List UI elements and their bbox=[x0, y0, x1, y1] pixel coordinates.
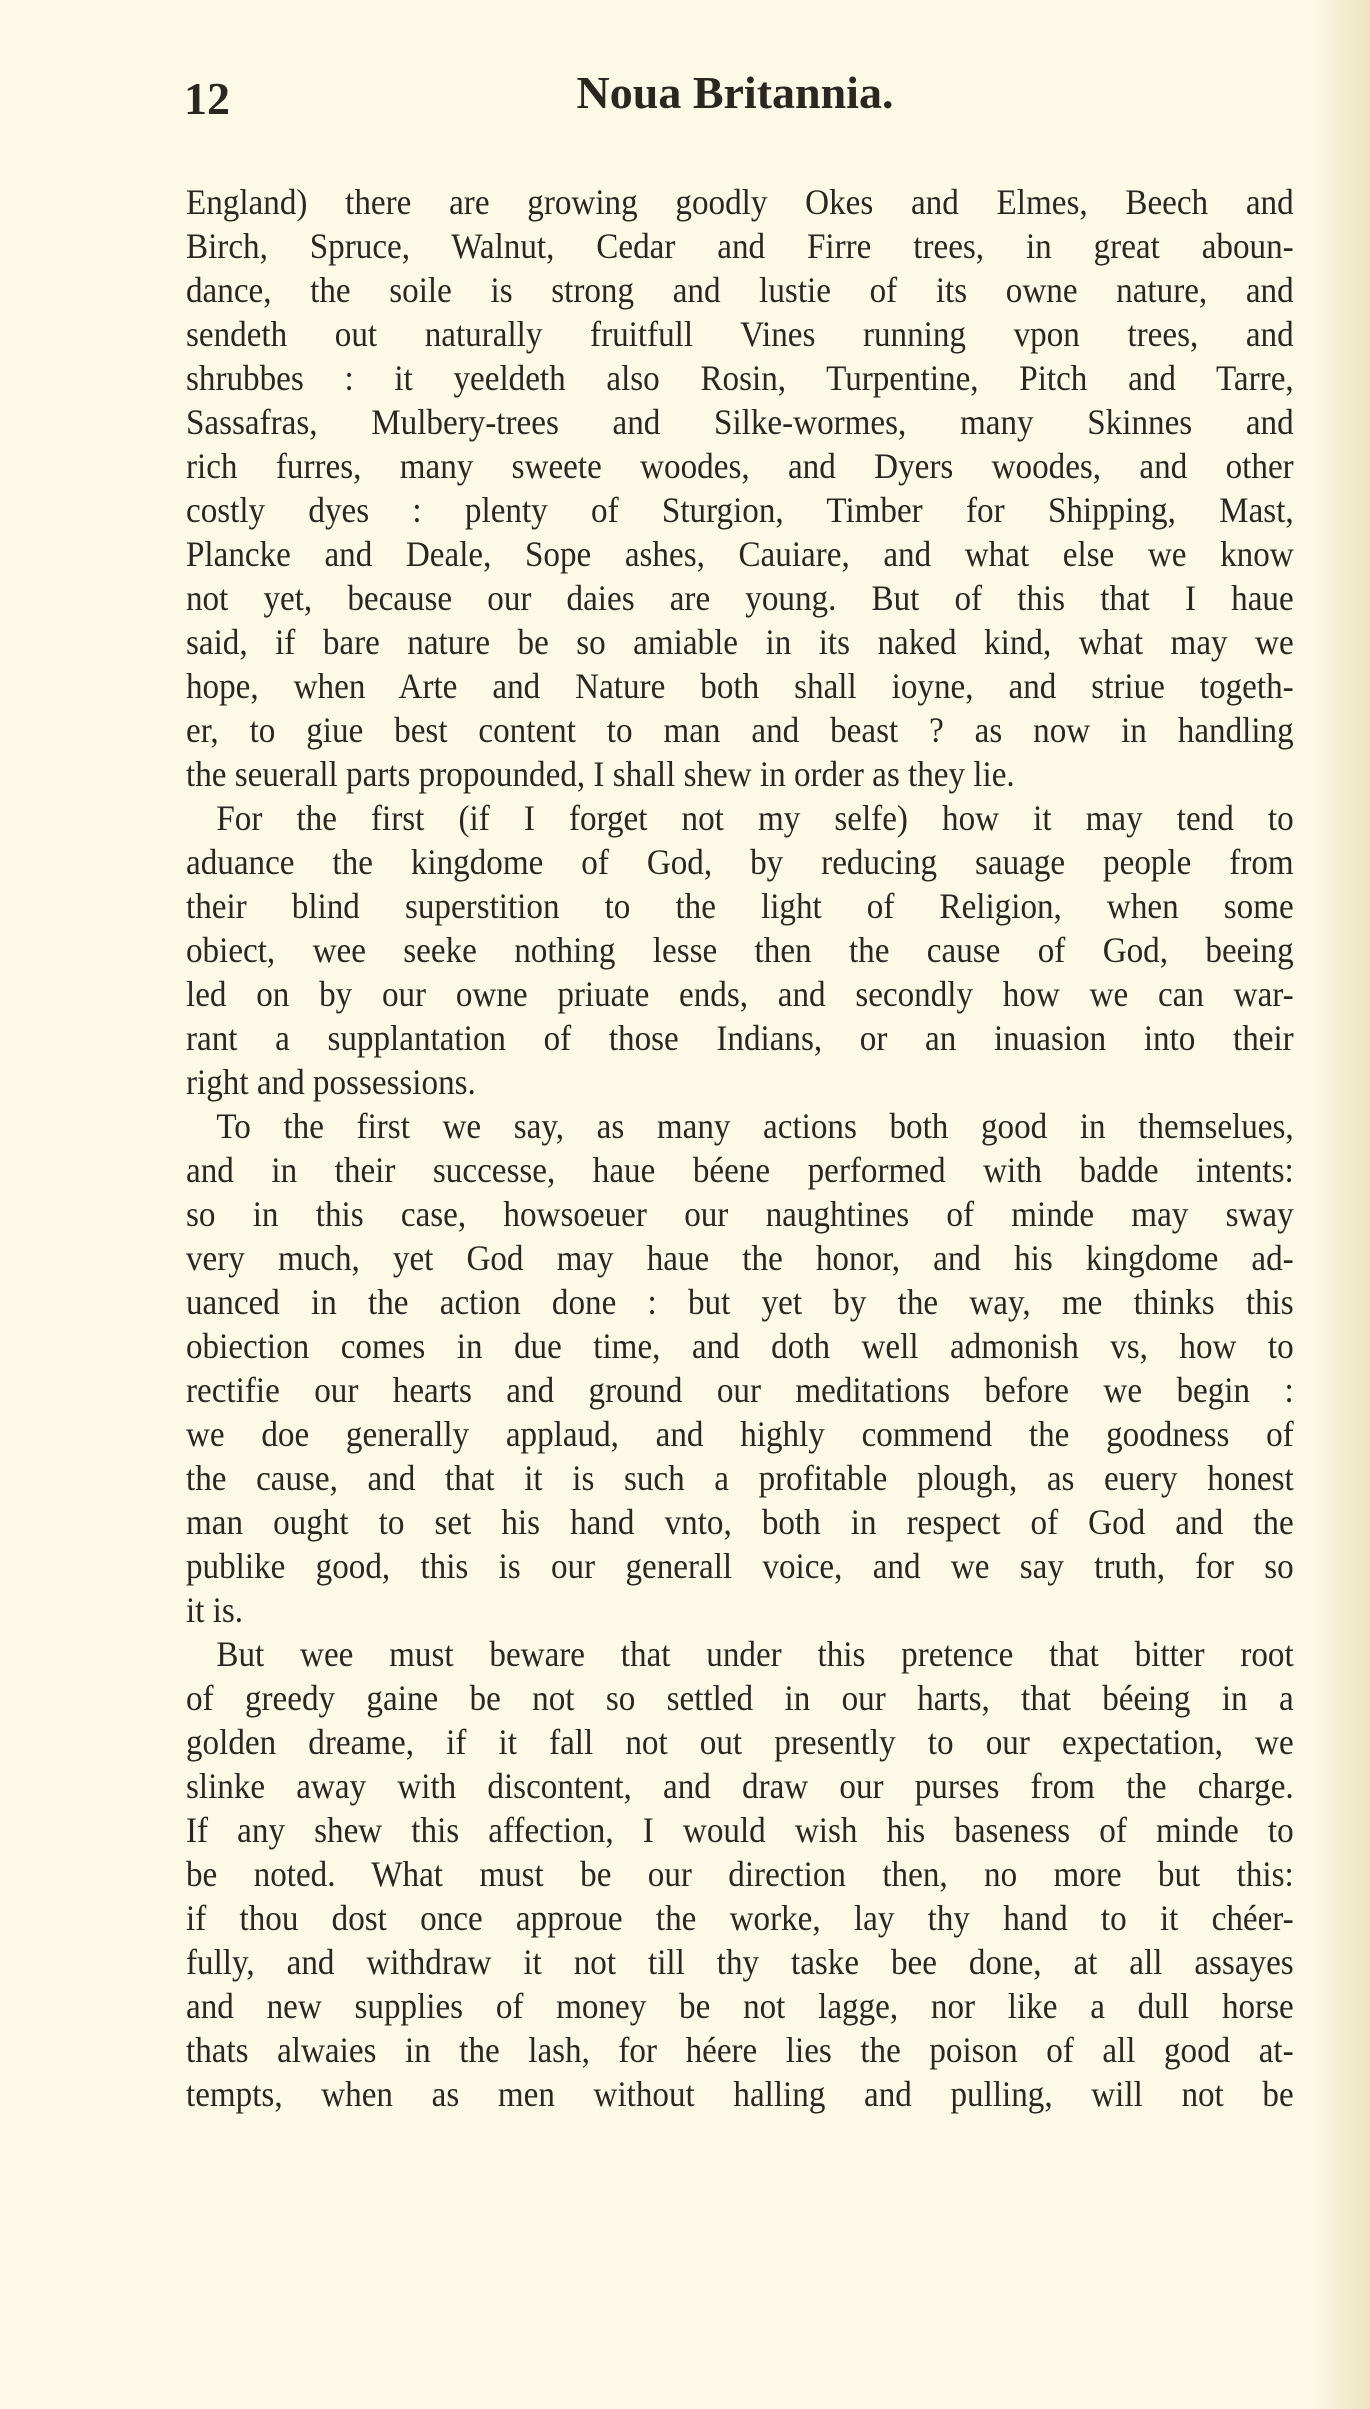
text-line: we doe generally applaud, and highly commend the goodness of bbox=[186, 1414, 1294, 1454]
text-line: For the first (if I forget not my selfe) how it may tend to bbox=[216, 798, 1294, 838]
text-line: so in this case, howsoeuer our naughtines of minde may sway bbox=[186, 1194, 1294, 1234]
text-line: shrubbes : it yeeldeth also Rosin, Turpentine, Pitch and Tarre, bbox=[186, 358, 1294, 398]
text-line: publike good, this is our generall voice, and we say truth, for so bbox=[186, 1546, 1294, 1586]
text-line: be noted. What must be our direction then, no more but this: bbox=[186, 1854, 1294, 1894]
text-line: uanced in the action done : but yet by the way, me thinks this bbox=[186, 1282, 1294, 1322]
text-line: dance, the soile is strong and lustie of its owne nature, and bbox=[186, 270, 1294, 310]
text-line: their blind superstition to the light of Religion, when some bbox=[186, 886, 1294, 926]
text-line: Sassafras, Mulbery-trees and Silke-wormes, many Skinnes and bbox=[186, 402, 1294, 442]
text-line: er, to giue best content to man and beast ? as now in handling bbox=[186, 710, 1294, 750]
text-line: tempts, when as men without halling and pulling, will not be bbox=[186, 2074, 1294, 2114]
text-line: right and possessions. bbox=[186, 1062, 476, 1102]
text-line: Birch, Spruce, Walnut, Cedar and Firre trees, in great aboun- bbox=[186, 226, 1294, 266]
text-line: Plancke and Deale, Sope ashes, Cauiare, and what else we know bbox=[186, 534, 1294, 574]
text-line: the cause, and that it is such a profitable plough, as euery honest bbox=[186, 1458, 1294, 1498]
text-line: If any shew this affection, I would wish his baseness of minde to bbox=[186, 1810, 1294, 1850]
text-line: hope, when Arte and Nature both shall ioyne, and striue togeth- bbox=[186, 666, 1294, 706]
text-line: man ought to set his hand vnto, both in respect of God and the bbox=[186, 1502, 1294, 1542]
text-line: golden dreame, if it fall not out presently to our expectation, we bbox=[186, 1722, 1294, 1762]
text-line: the seuerall parts propounded, I shall shew in order as they lie. bbox=[186, 754, 1015, 794]
text-line: rant a supplantation of those Indians, or an inuasion into their bbox=[186, 1018, 1294, 1058]
text-line: of greedy gaine be not so settled in our harts, that béeing in a bbox=[186, 1678, 1294, 1718]
text-line: said, if bare nature be so amiable in its naked kind, what may we bbox=[186, 622, 1294, 662]
text-line: costly dyes : plenty of Sturgion, Timber for Shipping, Mast, bbox=[186, 490, 1294, 530]
text-line: rich furres, many sweete woodes, and Dyers woodes, and other bbox=[186, 446, 1294, 486]
text-line: it is. bbox=[186, 1590, 244, 1630]
running-title: Noua Britannia. bbox=[576, 67, 894, 118]
text-line: not yet, because our daies are young. But of this that I haue bbox=[186, 578, 1294, 618]
text-line: fully, and withdraw it not till thy taske bee done, at all assayes bbox=[186, 1942, 1294, 1982]
text-line: aduance the kingdome of God, by reducing sauage people from bbox=[186, 842, 1294, 882]
text-line: thats alwaies in the lash, for héere lies the poison of all good at- bbox=[186, 2030, 1294, 2070]
text-line: But wee must beware that under this pretence that bitter root bbox=[216, 1634, 1294, 1674]
text-line: obiection comes in due time, and doth well admonish vs, how to bbox=[186, 1326, 1294, 1366]
text-line: and in their successe, haue béene performed with badde intents: bbox=[186, 1150, 1294, 1190]
text-line: obiect, wee seeke nothing lesse then the cause of God, beeing bbox=[186, 930, 1294, 970]
text-line: rectifie our hearts and ground our meditations before we begin : bbox=[186, 1370, 1294, 1410]
text-line: sendeth out naturally fruitfull Vines running vpon trees, and bbox=[186, 314, 1294, 354]
text-line: slinke away with discontent, and draw our purses from the charge. bbox=[186, 1766, 1294, 1806]
text-line: and new supplies of money be not lagge, nor like a dull horse bbox=[186, 1986, 1294, 2026]
text-line: led on by our owne priuate ends, and secondly how we can war- bbox=[186, 974, 1294, 1014]
text-line: if thou dost once approue the worke, lay thy hand to it chéer- bbox=[186, 1898, 1294, 1938]
page-number: 12 bbox=[184, 73, 230, 124]
text-line: very much, yet God may haue the honor, and his kingdome ad- bbox=[186, 1238, 1294, 1278]
text-line: To the first we say, as many actions both good in themselues, bbox=[216, 1106, 1294, 1146]
page-edge-shading bbox=[1310, 0, 1370, 2409]
text-line: England) there are growing goodly Okes and Elmes, Beech and bbox=[186, 182, 1294, 222]
body-text bbox=[186, 180, 1294, 2116]
